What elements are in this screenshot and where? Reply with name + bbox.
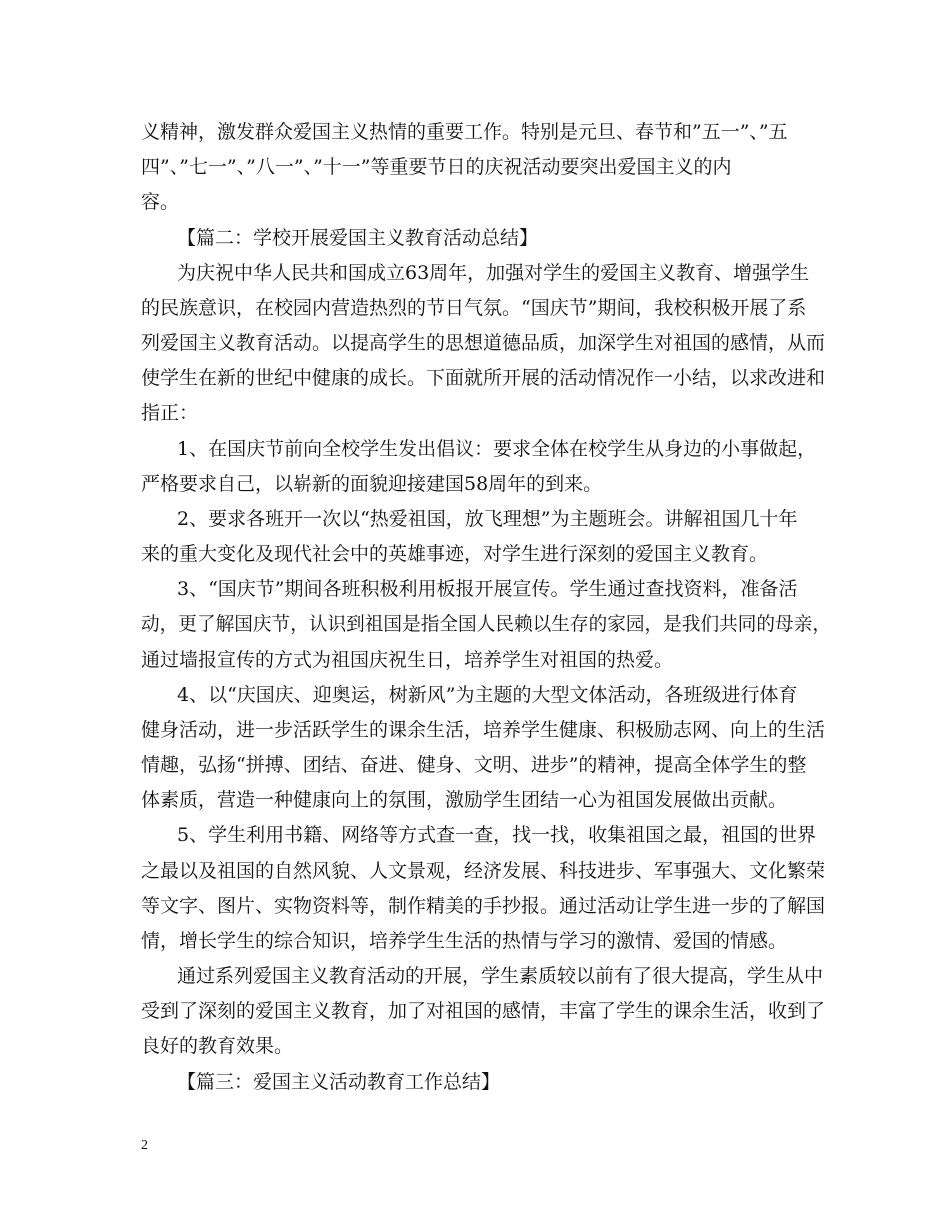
- text-line: 指正：: [141, 402, 199, 424]
- text-line: 1、在国庆节前向全校学生发出倡议：要求全体在校学生从身边的小事做起，: [177, 438, 817, 460]
- text-line: 动，更了解国庆节，认识到祖国是指全国人民赖以生存的家园，是我们共同的母亲，: [141, 613, 832, 635]
- text-line: 使学生在新的世纪中健康的成长。下面就所开展的活动情况作一小结，以求改进和: [141, 367, 826, 389]
- text-line: 容。: [141, 191, 180, 213]
- text-line: 等文字、图片、实物资料等，制作精美的手抄报。通过活动让学生进一步的了解国: [141, 895, 826, 917]
- page-number: 2: [141, 1138, 148, 1153]
- text-line: 义精神，激发群众爱国主义热情的重要工作。特别是元旦、春节和”五一”、”五: [141, 121, 788, 143]
- text-line: 严格要求自己，以崭新的面貌迎接建国58周年的到来。: [141, 473, 603, 495]
- text-line: 良好的教育效果。: [141, 1035, 294, 1057]
- text-line: 之最以及祖国的自然风貌、人文景观，经济发展、科技进步、军事强大、文化繁荣: [141, 860, 826, 882]
- text-line: 体素质，营造一种健康向上的氛围，激励学生团结一心为祖国发展做出贡献。: [141, 789, 788, 811]
- text-line: 的民族意识，在校园内营造热烈的节日气氛。“国庆节”期间，我校积极开展了系: [141, 297, 807, 319]
- text-line: 受到了深刻的爱国主义教育，加了对祖国的感情，丰富了学生的课余生活，收到了: [141, 1000, 826, 1022]
- text-line: 列爱国主义教育活动。以提高学生的思想道德品质，加深学生对祖国的感情，从而: [141, 332, 826, 354]
- section-heading: 【篇二：学校开展爱国主义教育活动总结】: [177, 227, 539, 249]
- text-line: 2、要求各班开一次以“热爱祖国，放飞理想”为主题班会。讲解祖国几十年: [177, 508, 798, 530]
- text-line: 5、学生利用书籍、网络等方式查一查，找一找，收集祖国之最，祖国的世界: [177, 824, 817, 846]
- text-line: 通过系列爱国主义教育活动的开展，学生素质较以前有了很大提高，学生从中: [177, 965, 824, 987]
- section-heading: 【篇三：爱国主义活动教育工作总结】: [177, 1071, 501, 1093]
- text-line: 情趣，弘扬“拼搏、团结、奋进、健身、文明、进步”的精神，提高全体学生的整: [141, 754, 807, 776]
- text-line: 4、以“庆国庆、迎奥运，树新风”为主题的大型文体活动，各班级进行体育: [177, 684, 798, 706]
- text-line: 来的重大变化及现代社会中的英雄事迹，对学生进行深刻的爱国主义教育。: [141, 543, 769, 565]
- text-line: 健身活动，进一步活跃学生的课余生活，培养学生健康、积极励志网、向上的生活: [141, 719, 826, 741]
- text-line: 通过墙报宣传的方式为祖国庆祝生日，培养学生对祖国的热爱。: [141, 649, 674, 671]
- text-line: 为庆祝中华人民共和国成立63周年，加强对学生的爱国主义教育、增强学生: [177, 262, 810, 284]
- text-line: 情，增长学生的综合知识，培养学生生活的热情与学习的激情、爱国的情感。: [141, 930, 788, 952]
- text-line: 四”、”七一”、”八一”、”十一”等重要节日的庆祝活动要突出爱国主义的内: [141, 156, 732, 178]
- text-line: 3、“国庆节”期间各班积极利用板报开展宣传。学生通过查找资料，准备活: [177, 578, 798, 600]
